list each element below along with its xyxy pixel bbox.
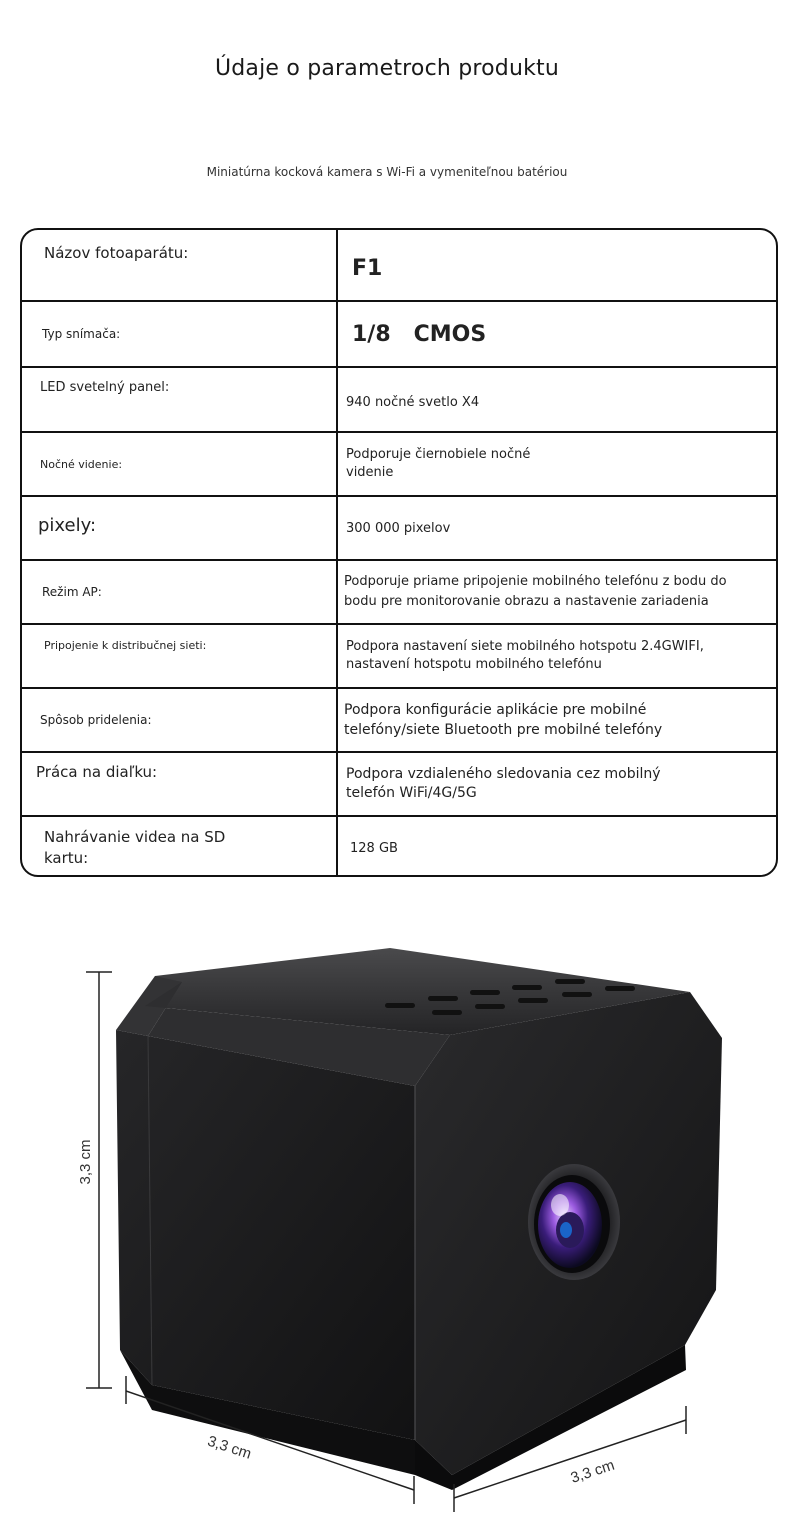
spec-label: pixely: xyxy=(22,497,338,559)
spec-label: Typ snímača: xyxy=(22,302,338,366)
spec-label: Spôsob pridelenia: xyxy=(22,689,338,751)
spec-row-pixels xyxy=(22,495,776,559)
width-label: 3,3 cm xyxy=(205,1432,254,1463)
spec-row-night-vision xyxy=(22,431,776,495)
depth-label: 3,3 cm xyxy=(568,1456,617,1487)
spec-value: Podpora nastavení siete mobilného hotspotu 2.4GWIFI, nastavení hotspotu mobilného telefónu xyxy=(346,639,704,672)
spec-label: Pripojenie k distribučnej sieti: xyxy=(22,625,338,687)
spec-label: Nočné videnie: xyxy=(22,433,338,495)
spec-value: 128 GB xyxy=(350,840,398,856)
height-dimension xyxy=(77,972,112,1388)
page-subtitle: Miniatúrna kocková kamera s Wi-Fi a vymeniteľnou batériou xyxy=(206,165,568,179)
spec-label: Práca na diaľku: xyxy=(22,753,338,815)
spec-value: Podporuje priame pripojenie mobilného telefónu z bodu do bodu pre monitorovanie obrazu a nastavenie zariadenia xyxy=(344,574,727,609)
spec-value: 940 nočné svetlo X4 xyxy=(346,395,480,410)
spec-value: Podpora vzdialeného sledovania cez mobilný telefón WiFi/4G/5G xyxy=(346,766,661,801)
spec-label: Režim AP: xyxy=(22,561,338,623)
spec-table xyxy=(20,228,778,877)
spec-row-ap-mode xyxy=(22,559,776,623)
product-image xyxy=(0,930,800,1516)
spec-row-remote-work xyxy=(22,751,776,815)
spec-label: Nahrávanie videa na SD kartu: xyxy=(22,817,338,877)
spec-row-led-panel xyxy=(22,366,776,431)
spec-value: 300 000 pixelov xyxy=(346,520,451,536)
page-title: Údaje o parametroch produktu xyxy=(214,56,560,81)
spec-value: F1 xyxy=(352,255,383,281)
spec-label: Názov fotoaparátu: xyxy=(22,230,338,300)
spec-row-network-connection xyxy=(22,623,776,687)
spec-row-sd-recording xyxy=(22,815,776,877)
camera-cube xyxy=(116,948,722,1490)
height-label: 3,3 cm xyxy=(77,1139,94,1185)
spec-value: 1/8 CMOS xyxy=(352,321,487,347)
spec-value: Podporuje čiernobiele nočné videnie xyxy=(346,447,531,480)
spec-row-pairing-method xyxy=(22,687,776,751)
camera-lens xyxy=(528,1164,620,1280)
spec-label: LED svetelný panel: xyxy=(22,368,338,431)
spec-row-camera-name xyxy=(22,230,776,300)
spec-row-sensor-type xyxy=(22,300,776,366)
spec-value: Podpora konfigurácie aplikácie pre mobilné telefóny/siete Bluetooth pre mobilné telefóny xyxy=(344,702,663,738)
